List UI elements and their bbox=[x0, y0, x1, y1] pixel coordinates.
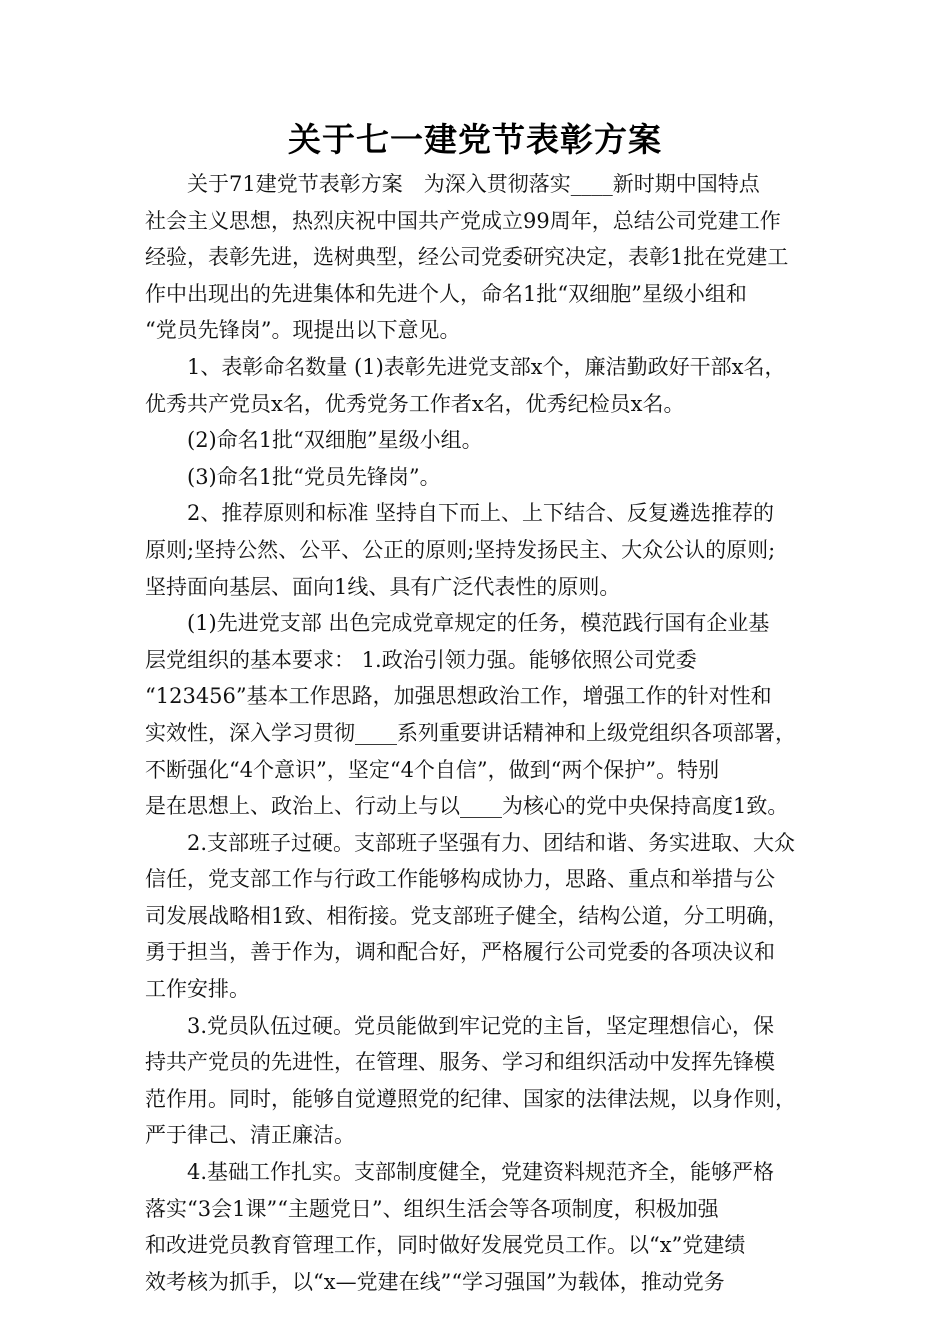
body-line: 社会主义思想，热烈庆祝中国共产党成立99周年，总结公司党建工作 bbox=[145, 208, 781, 233]
body-line: 经验，表彰先进，选树典型，经公司党委研究决定，表彰1批在党建工 bbox=[145, 245, 789, 270]
body-line: 关于71建党节表彰方案 为深入贯彻落实____新时期中国特点 bbox=[187, 172, 760, 196]
body-line: 坚持面向基层、面向1线、具有广泛代表性的原则。 bbox=[145, 574, 621, 599]
body-line: 实效性，深入学习贯彻____系列重要讲话精神和上级党组织各项部署， bbox=[145, 720, 796, 745]
body-line: 2.支部班子过硬。支部班子坚强有力、团结和谐、务实进取、大众 bbox=[187, 830, 796, 855]
body-line: 效考核为抓手，以“x—党建在线”“学习强国”为载体，推动党务 bbox=[145, 1269, 725, 1294]
body-line: 3.党员队伍过硬。党员能做到牢记党的主旨，坚定理想信心，保 bbox=[187, 1013, 775, 1038]
body-line: 是在思想上、政治上、行动上与以____为核心的党中央保持高度1致。 bbox=[145, 794, 789, 819]
body-line: 工作安排。 bbox=[145, 977, 250, 1002]
body-line: 勇于担当，善于作为，调和配合好，严格履行公司党委的各项决议和 bbox=[145, 940, 775, 965]
body-line: 不断强化“4个意识”，坚定“4个自信”，做到“两个保护”。特别 bbox=[145, 757, 720, 782]
body-line: (3)命名1批“党员先锋岗”。 bbox=[187, 464, 441, 489]
body-line: 和改进党员教育管理工作，同时做好发展党员工作。以“x”党建绩 bbox=[145, 1233, 746, 1258]
body-line: 司发展战略相1致、相衔接。党支部班子健全，结构公道，分工明确， bbox=[145, 903, 789, 928]
body-line: 信任，党支部工作与行政工作能够构成协力，思路、重点和举措与公 bbox=[145, 867, 775, 892]
body-line: (2)命名1批“双细胞”星级小组。 bbox=[187, 428, 483, 453]
body-line: 4.基础工作扎实。支部制度健全，党建资料规范齐全，能够严格 bbox=[187, 1160, 775, 1185]
body-line: 落实“3会1课”“主题党日”、组织生活会等各项制度，积极加强 bbox=[145, 1196, 719, 1221]
body-line: (1)先进党支部 出色完成党章规定的任务，模范践行国有企业基 bbox=[187, 611, 770, 636]
body-line: 严于律己、清正廉洁。 bbox=[145, 1123, 355, 1148]
body-line: 持共产党员的先进性，在管理、服务、学习和组织活动中发挥先锋模 bbox=[145, 1050, 775, 1075]
body-line: “123456”基本工作思路，加强思想政治工作，增强工作的针对性和 bbox=[145, 684, 772, 709]
body-line: 作中出现出的先进集体和先进个人，命名1批“双细胞”星级小组和 bbox=[145, 281, 747, 306]
document-title: 关于七一建党节表彰方案 bbox=[288, 120, 662, 159]
body-line: 层党组织的基本要求： 1.政治引领力强。能够依照公司党委 bbox=[145, 647, 697, 672]
body-line: 范作用。同时，能够自觉遵照党的纪律、国家的法律法规，以身作则， bbox=[145, 1086, 796, 1111]
body-line: 2、推荐原则和标准 坚持自下而上、上下结合、反复遴选推荐的 bbox=[187, 501, 775, 526]
body-line: 优秀共产党员x名，优秀党务工作者x名，优秀纪检员x名。 bbox=[145, 391, 685, 416]
document-body bbox=[145, 166, 815, 1300]
body-line: “党员先锋岗”。现提出以下意见。 bbox=[145, 318, 461, 343]
body-line: 1、表彰命名数量 (1)表彰先进党支部x个，廉洁勤政好干部x名， bbox=[187, 354, 786, 379]
body-line: 原则;坚持公然、公平、公正的原则;坚持发扬民主、大众公认的原则; bbox=[145, 537, 776, 562]
